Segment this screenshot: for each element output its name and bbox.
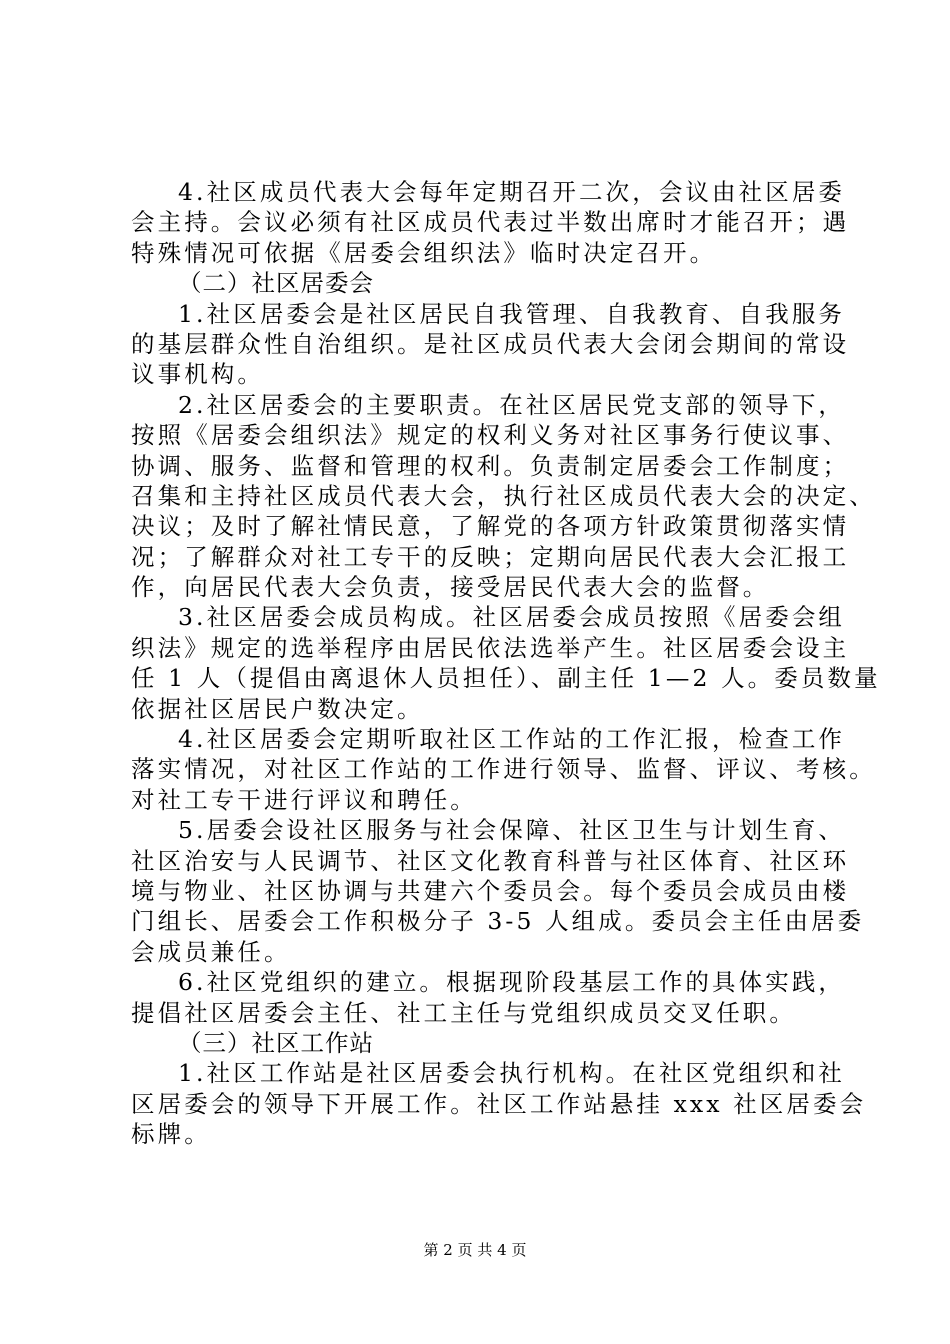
- text-line: 1.社区工作站是社区居委会执行机构。在社区党组织和社: [178, 1059, 846, 1088]
- text-line: 提倡社区居委会主任、社工主任与党组织成员交叉任职。: [131, 998, 796, 1027]
- text-line: 决议；及时了解社情民意，了解党的各项方针政策贯彻落实情: [131, 512, 850, 541]
- paragraph: [131, 299, 850, 390]
- text-line: 的基层群众性自治组织。是社区成员代表大会闭会期间的常设: [131, 329, 850, 358]
- section-heading: （三）社区工作站: [178, 1028, 374, 1057]
- paragraph: [131, 967, 846, 1028]
- section-heading: （二）社区居委会: [178, 269, 374, 298]
- text-line: 任 1 人（提倡由离退休人员担任）、副主任 1—2 人。委员数量: [131, 664, 881, 693]
- text-line: 会主持。会议必须有社区成员代表过半数出席时才能召开；遇: [131, 208, 850, 237]
- text-line: 作，向居民代表大会负责，接受居民代表大会的监督。: [131, 573, 770, 602]
- text-line: 5.居委会设社区服务与社会保障、社区卫生与计划生育、: [178, 816, 846, 845]
- paragraph: [131, 815, 865, 967]
- document-body: [131, 177, 881, 1150]
- text-line: 2.社区居委会的主要职责。在社区居民党支部的领导下，: [178, 390, 846, 419]
- text-line: 社区治安与人民调节、社区文化教育科普与社区体育、社区环: [131, 846, 850, 875]
- text-line: 召集和主持社区成员代表大会，执行社区成员代表大会的决定、: [131, 481, 876, 510]
- text-line: 落实情况，对社区工作站的工作进行领导、监督、评议、考核。: [131, 755, 876, 784]
- text-line: 3.社区居委会成员构成。社区居委会成员按照《居委会组: [178, 603, 846, 632]
- text-line: 协调、服务、监督和管理的权利。负责制定居委会工作制度；: [131, 451, 850, 480]
- page-number-label: 第 2 页 共 4 页: [423, 1241, 527, 1259]
- text-line: 织法》规定的选举程序由居民依法选举产生。社区居委会设主: [131, 633, 850, 662]
- paragraph: [131, 602, 881, 724]
- text-line: 6.社区党组织的建立。根据现阶段基层工作的具体实践，: [178, 968, 846, 997]
- text-line: 标牌。: [131, 1120, 211, 1149]
- text-line: 特殊情况可依据《居委会组织法》临时决定召开。: [131, 238, 717, 267]
- text-line: 会成员兼任。: [131, 937, 291, 966]
- page-footer: [0, 1240, 950, 1260]
- paragraph: [131, 1058, 867, 1149]
- text-line: 议事机构。: [131, 360, 264, 389]
- text-line: 门组长、居委会工作积极分子 3-5 人组成。委员会主任由居委: [131, 907, 865, 936]
- text-line: 4.社区居委会定期听取社区工作站的工作汇报，检查工作: [178, 725, 846, 754]
- text-line: 境与物业、社区协调与共建六个委员会。每个委员会成员由楼: [131, 876, 850, 905]
- text-line: 4.社区成员代表大会每年定期召开二次，会议由社区居委: [178, 178, 846, 206]
- paragraph: [131, 724, 876, 815]
- paragraph: [131, 390, 876, 603]
- paragraph: [131, 177, 850, 268]
- text-line: 对社工专干进行评议和聘任。: [131, 785, 477, 814]
- text-line: 依据社区居民户数决定。: [131, 694, 424, 723]
- text-line: 1.社区居委会是社区居民自我管理、自我教育、自我服务: [178, 299, 846, 328]
- text-line: 区居委会的领导下开展工作。社区工作站悬挂 xxx 社区居委会: [131, 1089, 867, 1118]
- text-line: 况；了解群众对社工专干的反映；定期向居民代表大会汇报工: [131, 542, 850, 571]
- text-line: 按照《居委会组织法》规定的权利义务对社区事务行使议事、: [131, 421, 850, 450]
